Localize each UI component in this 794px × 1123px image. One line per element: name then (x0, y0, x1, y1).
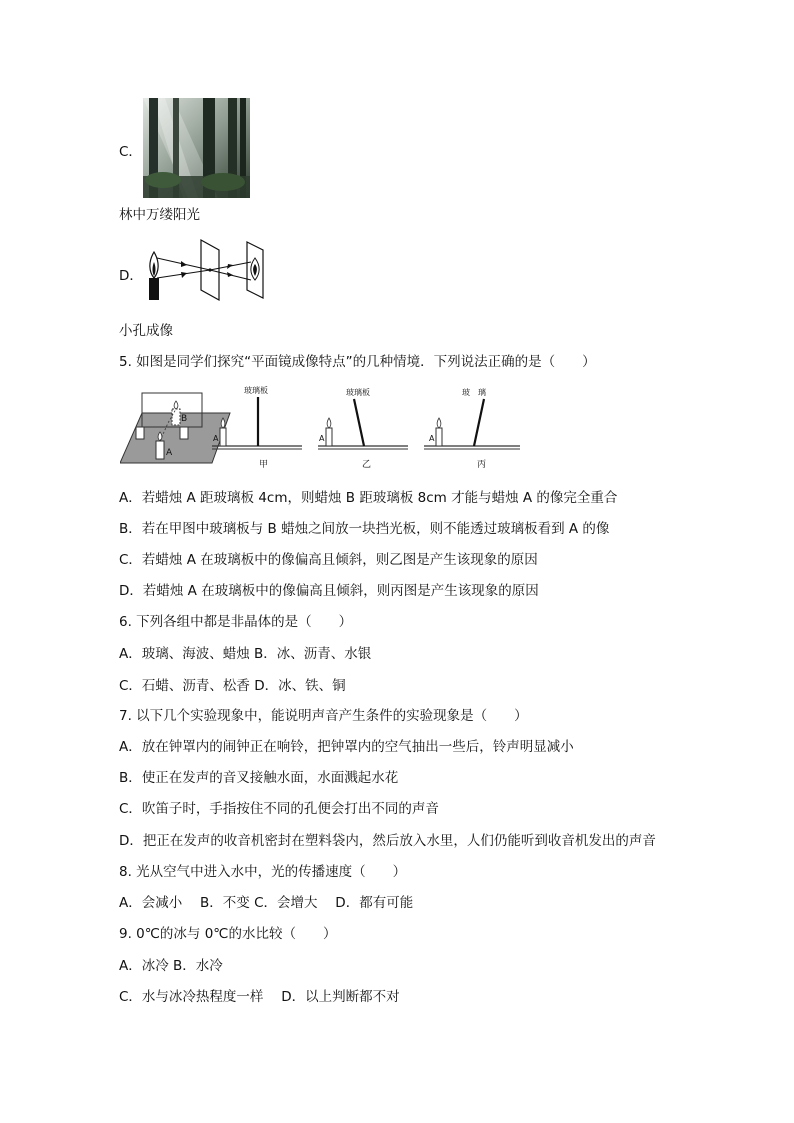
panel-bing-label: 丙 (477, 460, 487, 470)
q9-stem: 9. 0℃的冰与 0℃的水比较（ ） (119, 926, 337, 942)
q5-option-b[interactable]: B．若在甲图中玻璃板与 B 蜡烛之间放一块挡光板，则不能透过玻璃板看到 A 的像 (119, 521, 610, 537)
label-glass-board-yi: 玻璃板 (346, 388, 370, 397)
label-A-yi: A (319, 434, 325, 443)
q8-options[interactable]: A．会减小 B．不变 C．会增大 D．都有可能 (119, 895, 414, 911)
label-A-jia: A (213, 434, 219, 443)
q7-option-d[interactable]: D．把正在发声的收音机密封在塑料袋内，然后放入水里，人们仍能听到收音机发出的声音 (119, 833, 656, 849)
q5-option-a[interactable]: A．若蜡烛 A 距玻璃板 4cm，则蜡烛 B 距玻璃板 8cm 才能与蜡烛 A 的像完全重合 (119, 490, 618, 506)
q6-options-ab[interactable]: A．玻璃、海波、蜡烛 B．冰、沥青、水银 (119, 646, 372, 662)
q9-options-cd[interactable]: C．水与冰冷热程度一样 D．以上判断都不对 (119, 989, 400, 1005)
plane-mirror-experiment-figure (120, 383, 525, 473)
panel-yi-label: 乙 (362, 460, 372, 470)
q4-option-d-letter[interactable]: D． (119, 268, 143, 284)
q9-options-ab[interactable]: A．冰冷 B．水冷 (119, 958, 223, 974)
panel-jia-label: 甲 (259, 460, 269, 470)
label-B: B (181, 414, 188, 424)
label-A-left: A (166, 448, 173, 458)
pinhole-imaging-diagram (143, 236, 273, 304)
q5-option-d[interactable]: D．若蜡烛 A 在玻璃板中的像偏高且倾斜，则丙图是产生该现象的原因 (119, 583, 539, 599)
label-glass-bing: 玻 璃 (462, 388, 486, 397)
q4-option-c-letter[interactable]: C． (119, 144, 142, 160)
q6-options-cd[interactable]: C．石蜡、沥青、松香 D．冰、铁、铜 (119, 678, 346, 694)
label-glass-board-jia: 玻璃板 (244, 386, 268, 395)
q4-option-d-caption: 小孔成像 (119, 323, 173, 339)
q7-option-c[interactable]: C．吹笛子时，手指按住不同的孔便会打出不同的声音 (119, 801, 439, 817)
forest-sunlight-photo (143, 98, 250, 198)
q7-option-b[interactable]: B．使正在发声的音叉接触水面，水面溅起水花 (119, 770, 399, 786)
label-A-bing: A (429, 434, 435, 443)
q5-option-c[interactable]: C．若蜡烛 A 在玻璃板中的像偏高且倾斜，则乙图是产生该现象的原因 (119, 552, 538, 568)
q7-option-a[interactable]: A．放在钟罩内的闹钟正在响铃，把钟罩内的空气抽出一些后，铃声明显减小 (119, 739, 574, 755)
q7-stem: 7. 以下几个实验现象中，能说明声音产生条件的实验现象是（ ） (119, 708, 528, 724)
q6-stem: 6. 下列各组中都是非晶体的是（ ） (119, 614, 353, 630)
q5-stem: 5. 如图是同学们探究“平面镜成像特点”的几种情境．下列说法正确的是（ ） (119, 354, 596, 370)
q4-option-c-caption: 林中万缕阳光 (119, 207, 200, 223)
q8-stem: 8. 光从空气中进入水中，光的传播速度（ ） (119, 864, 407, 880)
